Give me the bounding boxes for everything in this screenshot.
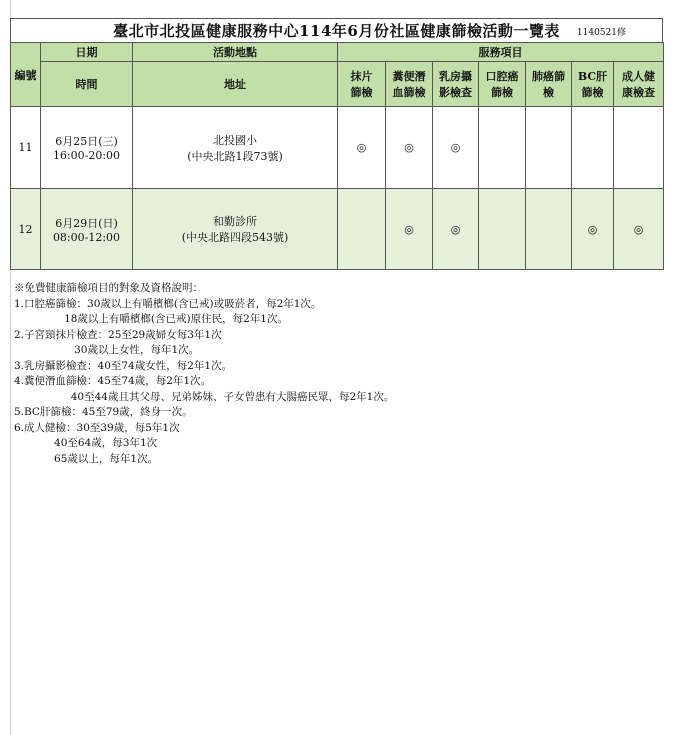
service-mark xyxy=(526,189,572,270)
service-mark xyxy=(526,107,572,189)
header-service-fobt: 糞便潛 血篩檢 xyxy=(386,62,433,107)
service-mark xyxy=(338,189,386,270)
header-time: 時間 xyxy=(41,62,133,107)
row-date-time: 6月25日(三) 16:00-20:00 xyxy=(41,107,133,189)
row-venue-address: 和勤診所 (中央北路四段543號) xyxy=(133,189,338,270)
note-line: 4.糞便潛血篩檢：45至74歲，每2年1次。 xyxy=(14,375,212,387)
header-services: 服務項目 xyxy=(338,43,664,62)
service-mark: ◎ xyxy=(433,107,479,189)
screening-schedule-table xyxy=(10,42,664,270)
title-bar xyxy=(10,18,663,42)
notes-heading: ※免費健康篩檢項目的對象及資格說明： xyxy=(14,282,203,294)
header-service-mammo: 乳房攝 影檢查 xyxy=(433,62,479,107)
note-line: 40至64歲，每3年1次 xyxy=(14,437,158,449)
note-line: 40至44歲且其父母、兄弟姊妹、子女曾患有大腸癌民眾，每2年1次。 xyxy=(14,390,395,403)
page-title: 臺北市北投區健康服務中心114年6月份社區健康篩檢活動一覽表 xyxy=(113,22,560,40)
service-mark xyxy=(479,189,526,270)
header-number: 編號 xyxy=(11,43,41,107)
header-service-lung: 肺癌篩 檢 xyxy=(526,62,572,107)
service-mark xyxy=(572,107,614,189)
service-mark: ◎ xyxy=(338,107,386,189)
header-venue: 活動地點 xyxy=(133,43,338,62)
note-line: 2.子宮頸抹片檢查：25至29歲婦女每3年1次 xyxy=(14,328,222,341)
row-number: 12 xyxy=(11,189,41,270)
service-mark: ◎ xyxy=(386,189,433,270)
row-venue-address: 北投國小 (中央北路1段73號) xyxy=(133,107,338,189)
eligibility-notes xyxy=(14,281,654,467)
note-line: 6.成人健檢：30至39歲，每5年1次 xyxy=(14,421,180,434)
note-line: 5.BC肝篩檢：45至79歲，終身一次。 xyxy=(14,406,193,418)
note-line: 30歲以上女性，每年1次。 xyxy=(14,344,200,356)
header-address: 地址 xyxy=(133,62,338,107)
header-service-hepatitis: BC肝 篩檢 xyxy=(572,62,614,107)
revision-label: 1140521修 xyxy=(576,28,626,38)
note-line: 65歲以上，每年1次。 xyxy=(14,452,159,465)
header-row-1 xyxy=(11,43,664,62)
header-date: 日期 xyxy=(41,43,133,62)
table-row xyxy=(11,189,664,270)
note-line: 3.乳房攝影檢查：40至74歲女性，每2年1次。 xyxy=(14,359,233,372)
note-line: 1.口腔癌篩檢：30歲以上有嚼檳榔(含已戒)或吸菸者，每2年1次。 xyxy=(14,297,322,310)
row-number: 11 xyxy=(11,107,41,189)
header-service-oral: 口腔癌 篩檢 xyxy=(479,62,526,107)
service-mark: ◎ xyxy=(433,189,479,270)
service-mark: ◎ xyxy=(614,189,664,270)
header-service-adult-check: 成人健 康檢查 xyxy=(614,62,664,107)
service-mark: ◎ xyxy=(572,189,614,270)
table-row xyxy=(11,107,664,189)
row-date-time: 6月29日(日) 08:00-12:00 xyxy=(41,189,133,270)
service-mark: ◎ xyxy=(386,107,433,189)
header-service-pap: 抹片 篩檢 xyxy=(338,62,386,107)
note-line: 18歲以上有嚼檳榔(含已戒)原住民，每2年1次。 xyxy=(14,313,288,325)
header-row-2 xyxy=(11,62,664,107)
service-mark xyxy=(479,107,526,189)
service-mark xyxy=(614,107,664,189)
